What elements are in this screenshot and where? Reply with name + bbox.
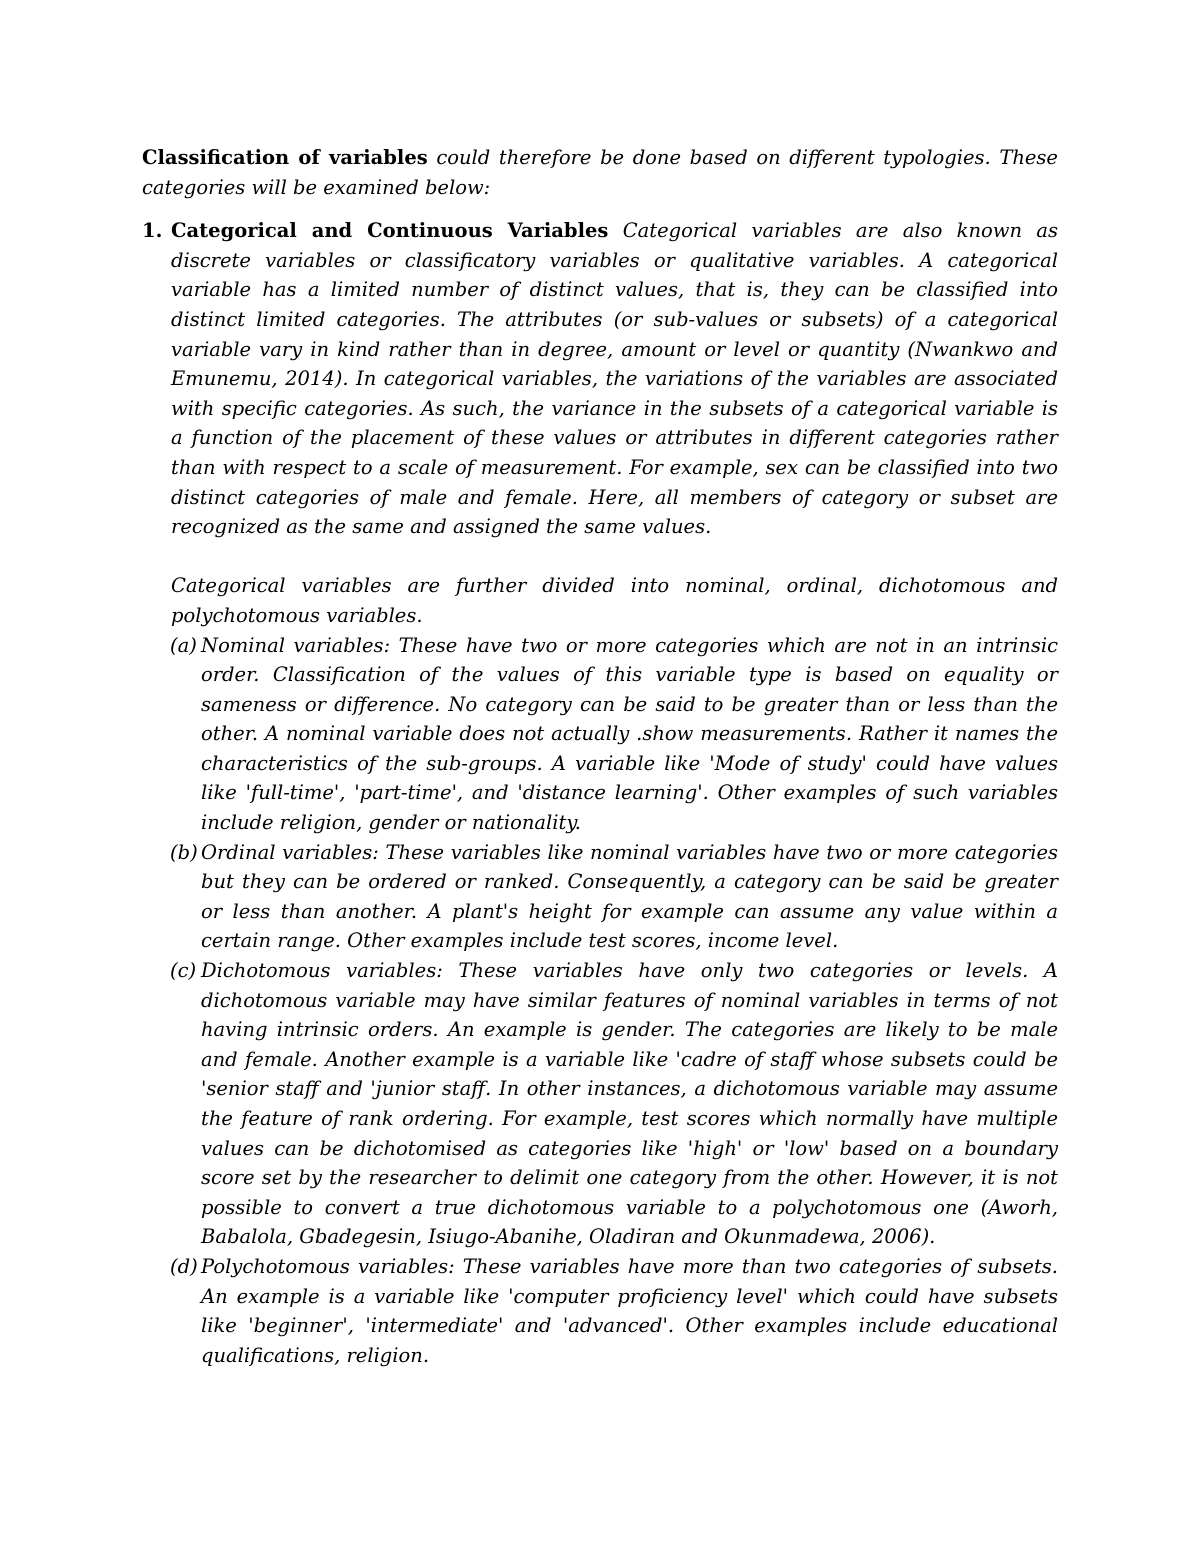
subitem-marker: (c) xyxy=(170,959,197,983)
subitem-paragraph xyxy=(201,956,1058,1252)
subitem-polychotomous xyxy=(171,1252,1058,1370)
intro-term: Classification of variables xyxy=(142,146,428,169)
section-heading: Categorical and Continuous Variables xyxy=(171,219,609,243)
subitem-dichotomous xyxy=(171,956,1058,1252)
subitem-text: Ordinal variables: These variables like nominal variables have two or more categories but they can be ordered or ranked. Consequently, a category can be said be greater or less than another. A plant's height for example can assume any value within a certain range. Other examples include test scores, income level. xyxy=(201,840,1058,953)
subtypes-intro-text: Categorical variables are further divided into nominal, ordinal, dichotomous and polychotomous variables. xyxy=(171,574,1058,627)
subitem-text: Nominal variables: These have two or more categories which are not in an intrinsic order. Classification of the values of this variable type is based on equality or sameness or difference. No category can be said to be greater than or less than the other. A nominal variable does not actually .show measurements. Rather it names the characteristics of the sub-groups. A variable like 'Mode of study' could have values like 'full-time', 'part-time', and 'distance learning'. Other examples of such variables include religion, gender or nationality. xyxy=(201,633,1058,835)
subitem-marker: (b) xyxy=(170,840,198,864)
section-body-text: Categorical variables are also known as discrete variables or classificatory variables or qualitative variables. A categorical variable has a limited number of distinct values, that is, they can be classified into distinct limited categories. The attributes (or sub-values or subsets) of a categorical variable vary in kind rather than in degree, amount or level or quantity (Nwankwo and Emunemu, 2014). In categorical variables, the variations of the variables are associated with specific categories. As such, the variance in the subsets of a categorical variable is a function of the placement of these values or attributes in different categories rather than with respect to a scale of measurement. For example, sex can be classified into two distinct categories of male and female. Here, all members of category or subset are recognized as the same and assigned the same values. xyxy=(171,219,1058,539)
subitem-nominal xyxy=(171,631,1058,838)
subitem-text: Dichotomous variables: These variables have only two categories or levels. A dichotomous variable may have similar features of nominal variables in terms of not having intrinsic orders. An example is gender. The categories are likely to be male and female. Another example is a variable like 'cadre of staff whose subsets could be 'senior staff and 'junior staff. In other instances, a dichotomous variable may assume the feature of rank ordering. For example, test scores which normally have multiple values can be dichotomised as categories like 'high' or 'low' based on a boundary score set by the researcher to delimit one category from the other. However, it is not possible to convert a true dichotomous variable to a polychotomous one (Aworh, Babalola, Gbadegesin, Isiugo-Abanihe, Oladiran and Okunmadewa, 2006). xyxy=(201,959,1058,1249)
section-number: 1. xyxy=(142,219,163,243)
section-categorical-continuous xyxy=(142,216,1058,1370)
subitem-paragraph xyxy=(201,1252,1058,1370)
subitem-text: Polychotomous variables: These variables have more than two categories of subsets. An example is a variable like 'computer proficiency level' which could have subsets like 'beginner', 'intermediate' and 'advanced'. Other examples include educational qualifications, religion. xyxy=(201,1254,1058,1367)
intro-paragraph xyxy=(142,143,1058,202)
section-body-paragraph xyxy=(171,216,1058,542)
subtypes-intro-paragraph xyxy=(171,571,1058,630)
subitem-marker: (d) xyxy=(170,1254,198,1278)
subitem-marker: (a) xyxy=(170,633,197,657)
document-page xyxy=(142,143,1058,1370)
subitem-ordinal xyxy=(171,838,1058,956)
intro-text: could therefore be done based on different typologies. These categories will be examined below: xyxy=(142,146,1058,199)
subitem-paragraph xyxy=(201,838,1058,956)
subitem-paragraph xyxy=(201,631,1058,838)
